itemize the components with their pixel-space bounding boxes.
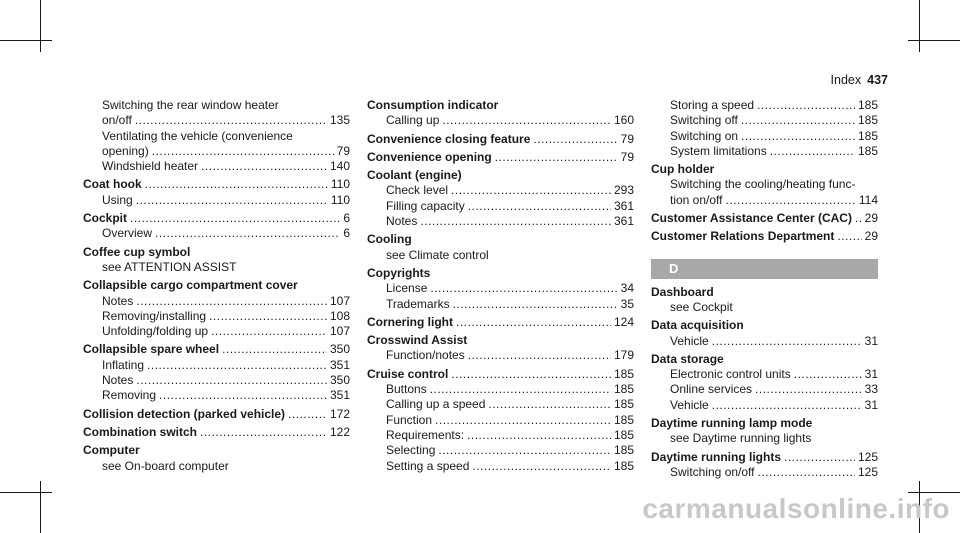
subentry-text: on/off <box>102 113 132 128</box>
leader-dots <box>130 211 340 226</box>
index-subentry <box>83 373 350 388</box>
subentry-text: Switching the cooling/heating func- <box>670 177 856 192</box>
page-reference: 108 <box>329 308 350 323</box>
leader-dots <box>794 367 862 382</box>
subentry-text: opening) <box>102 143 149 158</box>
subentry-text: Vehicle <box>670 333 709 348</box>
index-entry <box>651 229 878 244</box>
subentry-text: see Daytime running lights <box>670 431 812 446</box>
page-reference: 79 <box>620 149 634 164</box>
entry-title: Convenience closing feature <box>367 131 531 146</box>
index-entry-heading <box>367 232 634 247</box>
index-entry <box>83 407 350 422</box>
page-reference: 172 <box>329 406 350 421</box>
index-subentry <box>83 226 350 241</box>
index-entry-heading <box>83 278 350 293</box>
index-entry <box>83 425 350 440</box>
page-reference: 185 <box>613 427 634 442</box>
entry-title: Data storage <box>651 351 724 366</box>
page-reference: 293 <box>613 183 634 198</box>
crop-mark <box>40 481 41 533</box>
subentry-text: Using <box>102 192 133 207</box>
leader-dots <box>135 113 327 128</box>
index-entry <box>367 232 634 263</box>
subentry-text: Inflating <box>102 357 145 372</box>
subentry-text: Ventilating the vehicle (convenience <box>102 128 293 143</box>
index-subentry <box>651 144 878 159</box>
index-subentry <box>367 248 634 263</box>
index-entry-heading <box>83 342 350 357</box>
leader-dots <box>837 229 861 244</box>
index-entry <box>651 285 878 316</box>
index-subentry <box>83 294 350 309</box>
subentry-text: tion on/off <box>670 192 723 207</box>
subentry-text: Overview <box>102 226 153 241</box>
entry-title: Coolant (engine) <box>367 168 462 183</box>
page-reference: 361 <box>613 198 634 213</box>
page-reference: 185 <box>857 113 878 128</box>
entry-title: Daytime running lamp mode <box>651 416 813 431</box>
index-subentry <box>367 199 634 214</box>
leader-dots <box>488 397 611 412</box>
subentry-text: Requirements: <box>386 427 465 442</box>
index-subentry <box>83 159 350 174</box>
index-entry <box>651 98 878 159</box>
index-subentry <box>367 382 634 397</box>
index-entry <box>651 162 878 208</box>
entry-title: Coffee cup symbol <box>83 244 191 259</box>
leader-dots <box>442 113 611 128</box>
page-header <box>831 73 888 87</box>
index-entry <box>367 333 634 364</box>
page-reference: 29 <box>864 229 878 244</box>
index-entry-heading <box>367 333 634 348</box>
leader-dots <box>468 348 611 363</box>
subentry-text: see Cockpit <box>670 299 733 314</box>
index-subentry <box>651 334 878 349</box>
index-subentry <box>367 113 634 128</box>
index-subentry <box>83 388 350 403</box>
subentry-text: Buttons <box>386 382 427 397</box>
subentry-text: Filling capacity <box>386 198 465 213</box>
index-entry-heading <box>83 443 350 458</box>
entry-title: Cornering light <box>367 314 453 329</box>
entry-title: Computer <box>83 443 140 458</box>
subentry-text: see ATTENTION ASSIST <box>102 259 237 274</box>
page-reference: 351 <box>329 388 350 403</box>
page-reference: 124 <box>613 314 634 329</box>
subentry-text: Unfolding/folding up <box>102 324 209 339</box>
entry-title: Combination switch <box>83 424 197 439</box>
page-reference: 107 <box>329 293 350 308</box>
page-reference: 79 <box>620 131 634 146</box>
page-reference: 31 <box>864 397 878 412</box>
crop-mark <box>40 0 41 52</box>
subentry-text: Calling up <box>386 113 440 128</box>
index-entry-heading <box>651 416 878 431</box>
index-entry-heading <box>83 407 350 422</box>
index-subentry <box>367 413 634 428</box>
page-reference: 114 <box>858 192 878 207</box>
index-entry-heading <box>651 318 878 333</box>
page-reference: 351 <box>329 357 350 372</box>
index-subentry <box>651 177 878 192</box>
index-entry-heading <box>651 162 878 177</box>
index-entry-heading <box>651 285 878 300</box>
page-reference: 31 <box>864 367 878 382</box>
subentry-text: Windshield heater <box>102 159 199 174</box>
index-entry-heading <box>83 177 350 192</box>
page-reference: 125 <box>857 449 878 464</box>
index-entry-heading <box>651 229 878 244</box>
entry-title: Crosswind Assist <box>367 333 468 348</box>
index-column-3-bottom <box>651 285 878 481</box>
leader-dots <box>741 113 855 128</box>
leader-dots <box>712 398 862 413</box>
leader-dots <box>222 342 327 357</box>
leader-dots <box>755 382 862 397</box>
page-reference: 110 <box>330 192 350 207</box>
page-reference: 79 <box>336 143 350 158</box>
leader-dots <box>472 459 611 474</box>
index-entry <box>651 352 878 413</box>
index-entry <box>367 168 634 229</box>
index-subentry <box>367 428 634 443</box>
entry-title: Collapsible spare wheel <box>83 342 220 357</box>
index-column-1 <box>83 98 350 477</box>
index-subentry <box>651 193 878 208</box>
index-subentry <box>83 98 350 113</box>
leader-dots <box>495 150 618 165</box>
page-reference: 33 <box>864 382 878 397</box>
leader-dots <box>136 294 327 309</box>
leader-dots <box>200 425 327 440</box>
index-subentry <box>367 348 634 363</box>
index-entry <box>83 443 350 474</box>
subentry-text: Electronic control units <box>670 367 791 382</box>
index-entry <box>651 450 878 481</box>
subentry-text: Vehicle <box>670 397 709 412</box>
leader-dots <box>726 193 856 208</box>
index-entry <box>83 211 350 242</box>
subentry-text: Notes <box>102 373 134 388</box>
watermark: carmanualsonline.info <box>642 493 950 524</box>
index-entry-heading <box>367 132 634 147</box>
index-entry <box>367 98 634 129</box>
subentry-text: Notes <box>386 214 418 229</box>
entry-title: Cooling <box>367 232 412 247</box>
leader-dots <box>855 211 862 226</box>
index-entry-heading <box>367 98 634 113</box>
leader-dots <box>757 98 855 113</box>
subentry-text: Function/notes <box>386 348 465 363</box>
page-reference: 107 <box>329 324 350 339</box>
index-column-3 <box>651 98 878 483</box>
leader-dots <box>145 177 328 192</box>
index-entry <box>651 318 878 349</box>
index-entry-heading <box>367 168 634 183</box>
leader-dots <box>770 144 855 159</box>
index-subentry <box>367 214 634 229</box>
leader-dots <box>533 132 617 147</box>
index-entry-heading <box>367 266 634 281</box>
entry-title: Cup holder <box>651 162 715 177</box>
index-subentry <box>83 193 350 208</box>
leader-dots <box>784 450 855 465</box>
index-entry-heading <box>651 211 878 226</box>
page-reference: 350 <box>329 342 350 357</box>
index-subentry <box>83 113 350 128</box>
index-subentry <box>83 129 350 144</box>
leader-dots <box>467 428 611 443</box>
index-column-2 <box>367 98 634 477</box>
page-reference: 185 <box>857 128 878 143</box>
index-entry <box>651 416 878 447</box>
page-reference: 160 <box>613 113 634 128</box>
index-subentry <box>651 129 878 144</box>
index-entry <box>83 342 350 403</box>
index-entry <box>367 266 634 312</box>
index-entry <box>83 177 350 208</box>
index-subentry <box>367 443 634 458</box>
entry-title: Cockpit <box>83 211 128 226</box>
index-entry-heading <box>83 211 350 226</box>
index-entry <box>83 98 350 174</box>
entry-title: Data acquisition <box>651 318 744 333</box>
index-subentry <box>367 459 634 474</box>
leader-dots <box>456 315 611 330</box>
page-reference: 29 <box>864 211 878 226</box>
leader-dots <box>451 183 611 198</box>
leader-dots <box>136 193 328 208</box>
subentry-text: Notes <box>102 293 134 308</box>
page-reference: 185 <box>857 143 878 158</box>
page-reference: 185 <box>613 412 634 427</box>
letter-heading: D <box>651 259 878 279</box>
subentry-text: Selecting <box>386 443 436 458</box>
leader-dots <box>438 443 611 458</box>
entry-title: Collapsible cargo compartment cover <box>83 278 298 293</box>
index-entry-heading <box>83 245 350 260</box>
index-entry <box>367 150 634 165</box>
leader-dots <box>152 144 334 159</box>
index-subentry <box>651 300 878 315</box>
page-reference: 185 <box>613 397 634 412</box>
index-subentry <box>367 183 634 198</box>
page-reference: 6 <box>343 226 350 241</box>
subentry-text: see On-board computer <box>102 458 229 473</box>
page-reference: 185 <box>613 382 634 397</box>
leader-dots <box>741 129 855 144</box>
leader-dots <box>159 388 327 403</box>
index-subentry <box>651 465 878 480</box>
index-subentry <box>367 297 634 312</box>
index-subentry <box>83 358 350 373</box>
entry-title: Cruise control <box>367 366 449 381</box>
subentry-text: Switching on/off <box>670 464 755 479</box>
leader-dots <box>712 334 862 349</box>
page-reference: 179 <box>613 348 634 363</box>
page-reference: 350 <box>329 373 350 388</box>
index-subentry <box>83 324 350 339</box>
subentry-text: Function <box>386 412 433 427</box>
subentry-text: Calling up a speed <box>386 397 486 412</box>
index-subentry <box>83 144 350 159</box>
subentry-text: Switching the rear window heater <box>102 98 279 112</box>
index-subentry <box>367 281 634 296</box>
page-reference: 125 <box>857 464 878 479</box>
subentry-text: Switching on <box>670 128 739 143</box>
index-subentry <box>651 98 878 113</box>
index-entry-heading <box>83 425 350 440</box>
subentry-text: Online services <box>670 382 753 397</box>
page-reference: 31 <box>864 333 878 348</box>
subentry-text: System limitations <box>670 143 767 158</box>
subentry-text: Setting a speed <box>386 458 470 473</box>
index-entry-heading <box>651 352 878 367</box>
index-subentry <box>651 113 878 128</box>
page-reference: 34 <box>620 281 634 296</box>
subentry-text: License <box>386 281 428 296</box>
leader-dots <box>209 309 327 324</box>
index-column-3-top <box>651 98 878 245</box>
page-reference: 110 <box>330 177 350 192</box>
page-reference: 185 <box>613 458 634 473</box>
entry-title: Coat hook <box>83 177 142 192</box>
entry-title: Dashboard <box>651 284 714 299</box>
index-subentry <box>651 382 878 397</box>
leader-dots <box>201 159 327 174</box>
leader-dots <box>430 281 617 296</box>
page-number: 437 <box>867 73 888 87</box>
subentry-text: Check level <box>386 183 449 198</box>
entry-title: Customer Assistance Center (CAC) <box>651 211 852 226</box>
leader-dots <box>758 465 855 480</box>
entry-title: Consumption indicator <box>367 98 499 112</box>
subentry-text: Trademarks <box>386 296 450 311</box>
index-entry <box>651 211 878 226</box>
page-reference: 185 <box>613 366 634 381</box>
index-subentry <box>651 367 878 382</box>
crop-mark <box>908 40 960 41</box>
subentry-text: Removing/installing <box>102 308 207 323</box>
entry-title: Customer Relations Department <box>651 229 835 244</box>
index-subentry <box>651 398 878 413</box>
subentry-text: Storing a speed <box>670 98 755 112</box>
index-entry <box>83 245 350 276</box>
entry-title: Copyrights <box>367 265 431 280</box>
index-subentry <box>367 397 634 412</box>
page-reference: 6 <box>343 211 350 226</box>
index-subentry <box>83 260 350 275</box>
index-subentry <box>83 459 350 474</box>
crop-mark <box>0 492 52 493</box>
subentry-text: see Climate control <box>386 247 489 262</box>
crop-mark <box>0 40 52 41</box>
crop-mark <box>919 0 920 52</box>
page-reference: 361 <box>613 214 634 229</box>
subentry-text: Removing <box>102 388 157 403</box>
leader-dots <box>136 373 327 388</box>
leader-dots <box>147 358 327 373</box>
leader-dots <box>451 367 611 382</box>
index-entry <box>83 278 350 339</box>
leader-dots <box>430 382 611 397</box>
index-entry-heading <box>367 367 634 382</box>
page-reference: 35 <box>620 296 634 311</box>
index-entry-heading <box>367 315 634 330</box>
leader-dots <box>468 199 611 214</box>
section-title: Index <box>830 73 862 87</box>
leader-dots <box>155 226 340 241</box>
index-subentry <box>83 309 350 324</box>
entry-title: Collision detection (parked vehicle) <box>83 406 286 421</box>
leader-dots <box>453 297 618 312</box>
leader-dots <box>435 413 611 428</box>
page-reference: 122 <box>329 424 350 439</box>
page-reference: 185 <box>613 443 634 458</box>
leader-dots <box>420 214 611 229</box>
leader-dots <box>211 324 327 339</box>
index-entry-heading <box>367 150 634 165</box>
page-reference: 185 <box>857 98 878 112</box>
page-reference: 140 <box>329 159 350 174</box>
index-subentry <box>651 431 878 446</box>
entry-title: Convenience opening <box>367 149 492 164</box>
subentry-text: Switching off <box>670 113 738 128</box>
leader-dots <box>288 407 327 422</box>
page-reference: 135 <box>329 113 350 128</box>
index-entry <box>367 132 634 147</box>
index-entry <box>367 315 634 330</box>
index-entry-heading <box>651 450 878 465</box>
index-entry <box>367 367 634 474</box>
entry-title: Daytime running lights <box>651 449 782 464</box>
